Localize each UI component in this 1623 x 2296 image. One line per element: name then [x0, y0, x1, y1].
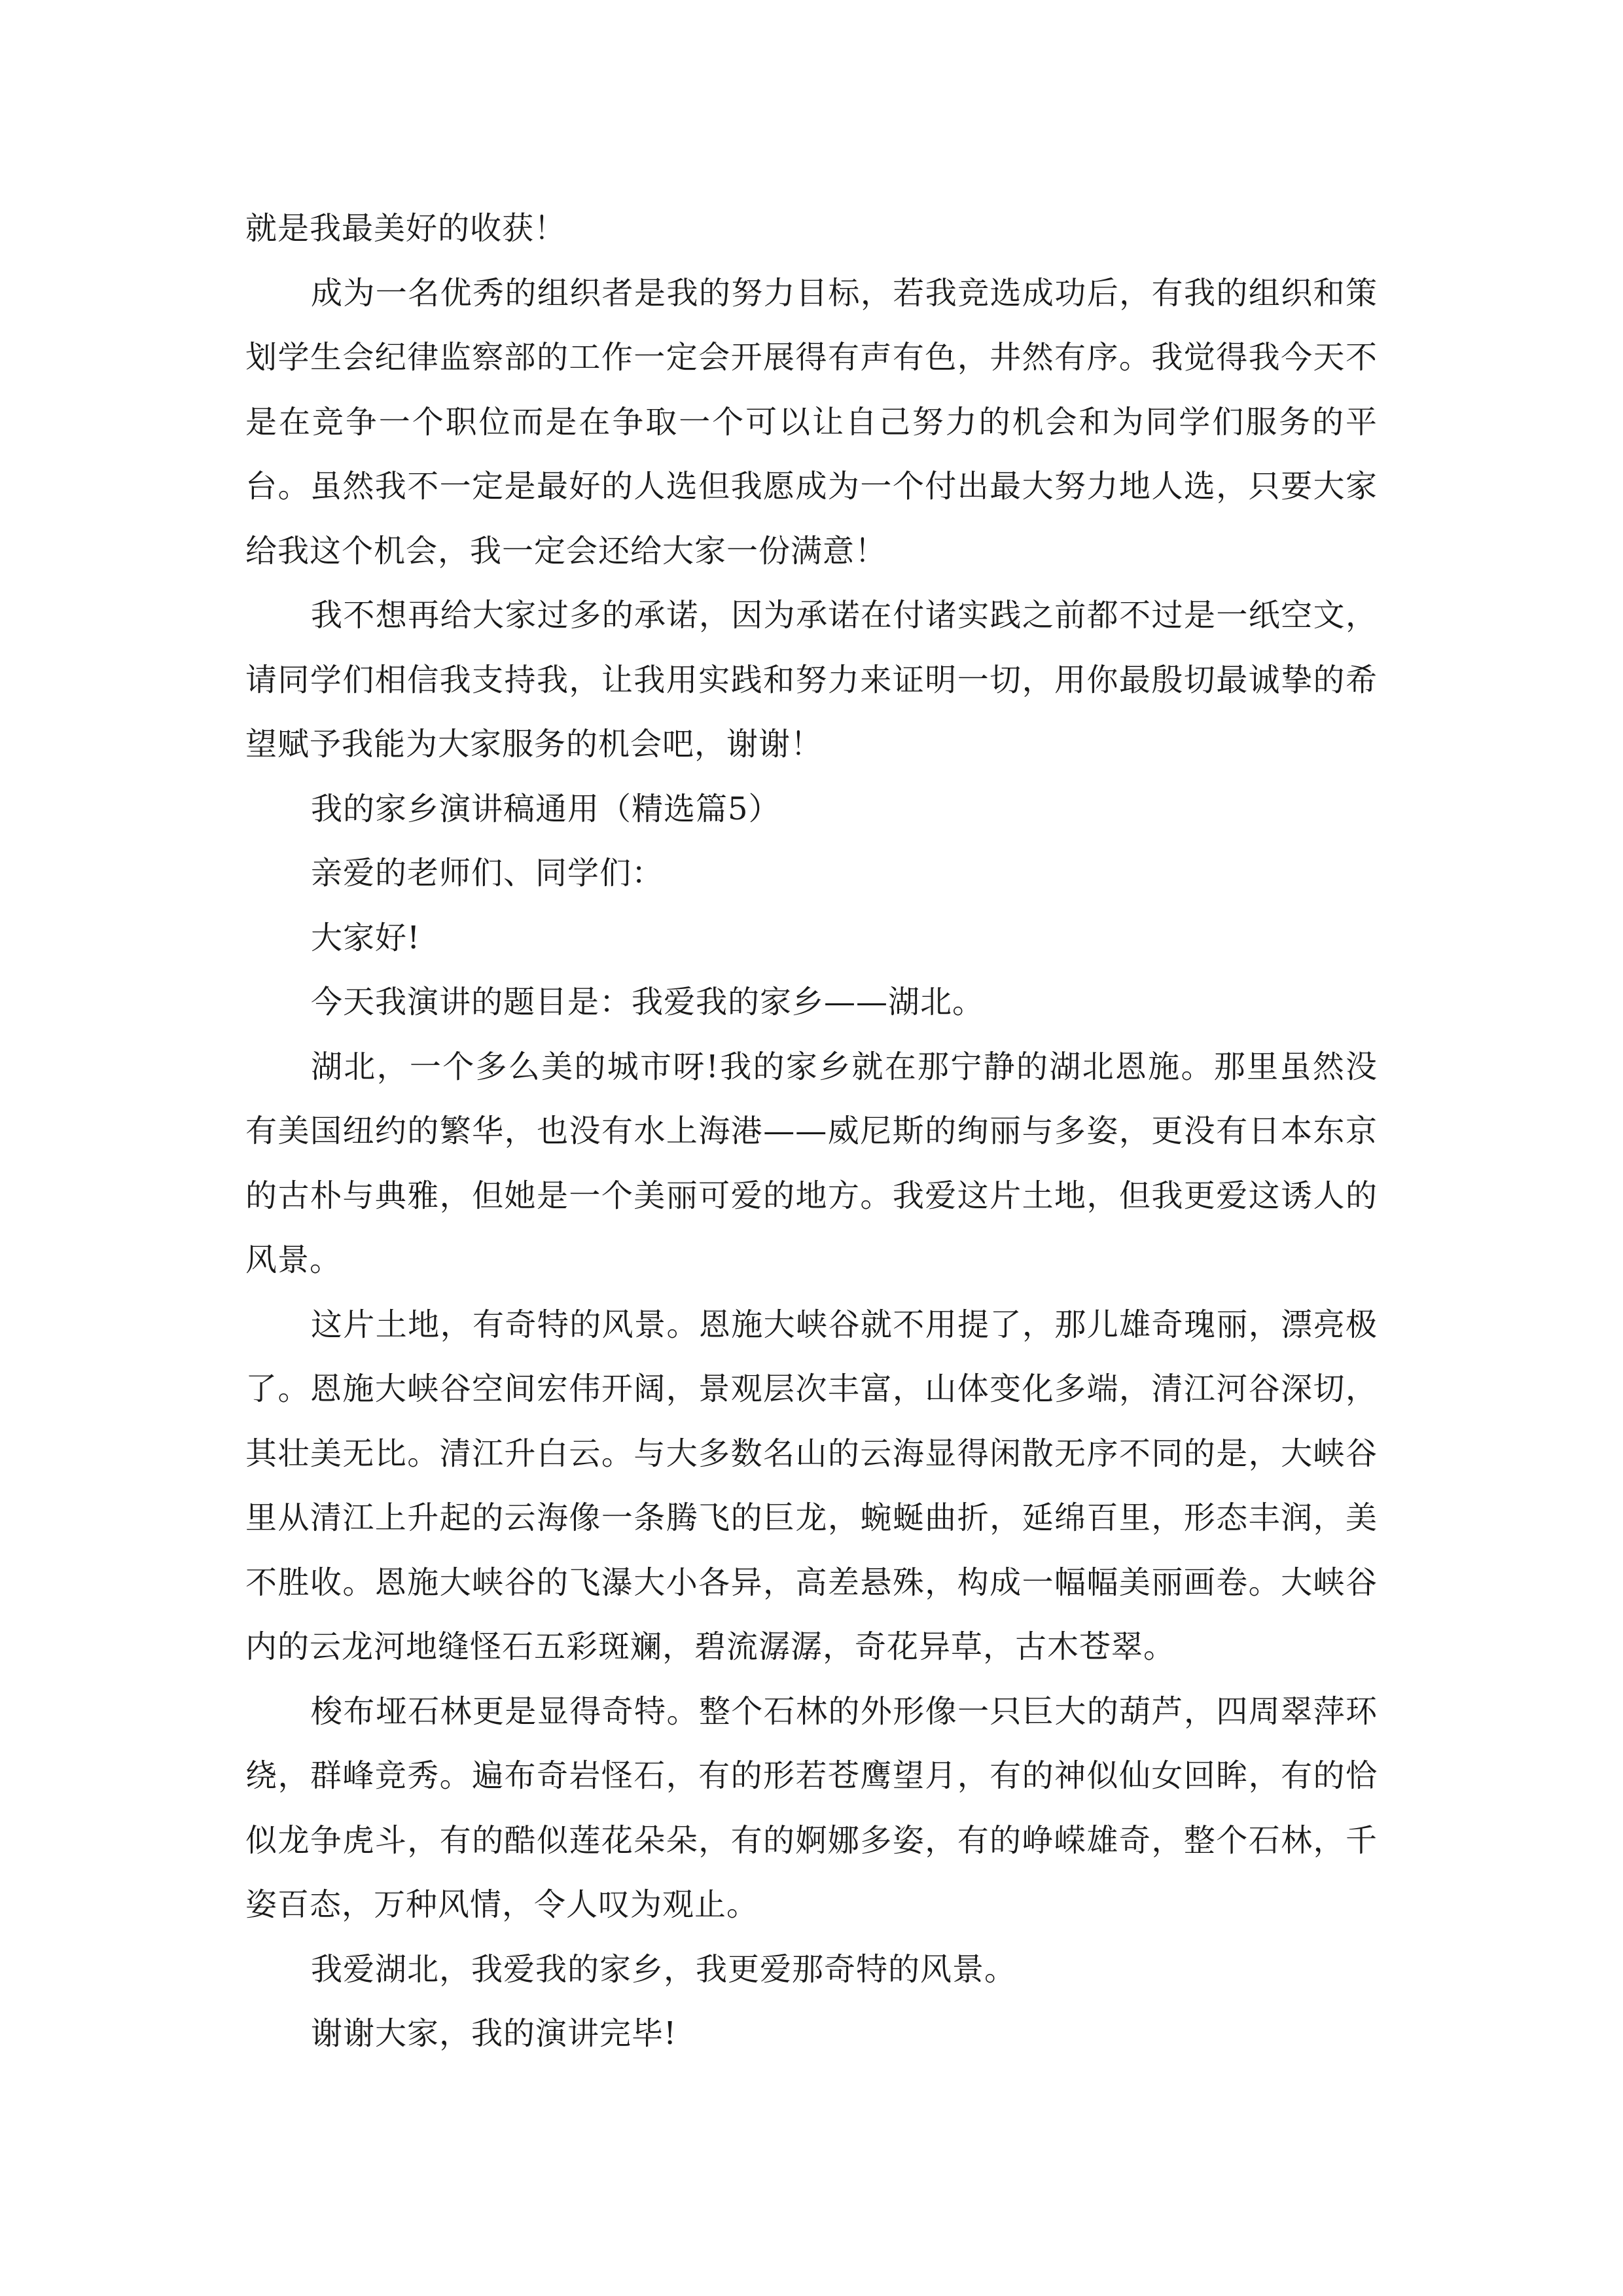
paragraph: 这片土地，有奇特的风景。恩施大峡谷就不用提了，那儿雄奇瑰丽，漂亮极了。恩施大峡谷空间宏伟开阔，景观层次丰富，山体变化多端，清江河谷深切，其壮美无比。清江升白云。与大多数名山的云海显得闲散无序不同的是，大峡谷里从清江上升起的云海像一条腾飞的巨龙，蜿蜒曲折，延绵百里，形态丰润，美不胜收。恩施大峡谷的飞瀑大小各异，高差悬殊，构成一幅幅美丽画卷。大峡谷内的云龙河地缝怪石五彩斑斓，碧流潺潺，奇花异草，古木苍翠。 — [245, 1306, 1378, 1665]
paragraph: 湖北，一个多么美的城市呀!我的家乡就在那宁静的湖北恩施。那里虽然没有美国纽约的繁华，也没有水上海港——威尼斯的绚丽与多姿，更没有日本东京的古朴与典雅，但她是一个美丽可爱的地方。我爱这片土地，但我更爱这诱人的风景。 — [245, 1048, 1378, 1278]
paragraph: 我不想再给大家过多的承诺，因为承诺在付诸实践之前都不过是一纸空文，请同学们相信我支持我，让我用实践和努力来证明一切，用你最殷切最诚挚的希望赋予我能为大家服务的机会吧，谢谢！ — [245, 597, 1378, 762]
greeting: 大家好! — [311, 919, 421, 956]
salutation: 亲爱的老师们、同学们： — [311, 855, 664, 891]
paragraph: 今天我演讲的题目是：我爱我的家乡——湖北。 — [311, 984, 985, 1020]
section-heading: 我的家乡演讲稿通用（精选篇5） — [311, 790, 781, 827]
paragraph: 成为一名优秀的组织者是我的努力目标，若我竞选成功后，有我的组织和策划学生会纪律监察部的工作一定会开展得有声有色，井然有序。我觉得我今天不是在竞争一个职位而是在争取一个可以让自己努力的机会和为同学们服务的平台。虽然我不一定是最好的人选但我愿成为一个付出最大努力地人选，只要大家给我这个机会，我一定会还给大家一份满意！ — [245, 274, 1378, 569]
paragraph: 我爱湖北，我爱我的家乡，我更爱那奇特的风景。 — [311, 1950, 1017, 1988]
document-body — [245, 196, 1378, 2066]
closing: 谢谢大家，我的演讲完毕! — [311, 2015, 677, 2052]
paragraph: 梭布垭石林更是显得奇特。整个石林的外形像一只巨大的葫芦，四周翠萍环绕，群峰竞秀。遍布奇岩怪石，有的形若苍鹰望月，有的神似仙女回眸，有的恰似龙争虎斗，有的酷似莲花朵朵，有的婀娜多姿，有的峥嵘雄奇，整个石林，千姿百态，万种风情，令人叹为观止。 — [245, 1693, 1378, 1923]
paragraph-continued: 就是我最美好的收获！ — [245, 210, 567, 247]
